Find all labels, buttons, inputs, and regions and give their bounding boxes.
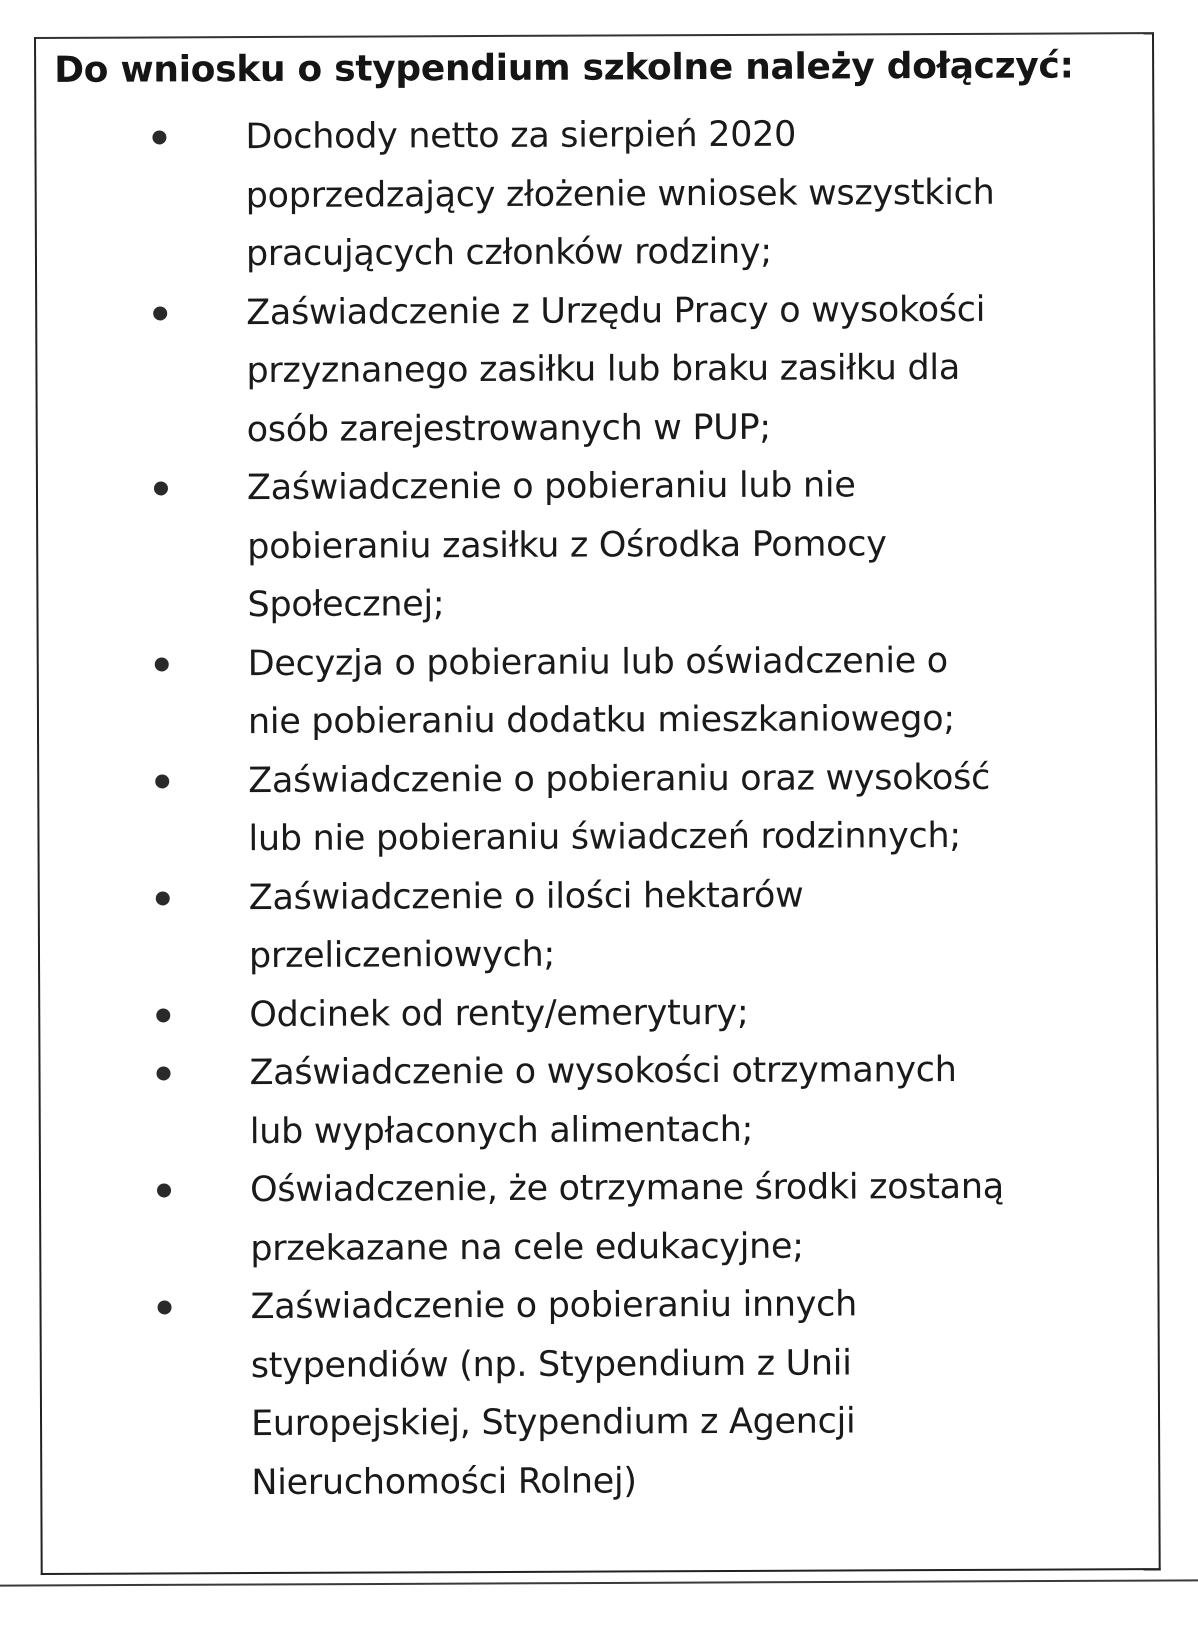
requirements-box xyxy=(34,32,1161,1575)
list-item xyxy=(40,1040,1156,1162)
list-item xyxy=(41,1274,1158,1513)
list-item-text: Odcinek od renty/emerytury; xyxy=(249,992,749,1035)
bottom-rule-divider xyxy=(0,1579,1198,1586)
list-item xyxy=(40,982,1156,1045)
bullet-icon xyxy=(156,1066,170,1080)
list-item xyxy=(36,104,1153,284)
bullet-icon xyxy=(156,1008,170,1022)
document-title: Do wniosku o stypendium szkolne należy dołączyć: xyxy=(54,45,1074,91)
bullet-icon xyxy=(155,657,169,671)
list-item xyxy=(40,865,1156,987)
list-item xyxy=(38,455,1155,635)
list-item xyxy=(39,631,1155,753)
bullet-icon xyxy=(156,891,170,905)
list-item xyxy=(41,1157,1157,1279)
list-item xyxy=(39,748,1155,870)
bullet-icon xyxy=(157,1183,171,1197)
list-item-text: Zaświadczenie o wysokości otrzymanych lub wypłaconych alimentach; xyxy=(249,1049,957,1152)
list-item-text: Zaświadczenie o pobieraniu oraz wysokość lub nie pobieraniu świadczeń rodzinnych; xyxy=(248,757,991,860)
bullet-icon xyxy=(153,306,167,320)
list-item-text: Zaświadczenie o pobieraniu lub nie pobieraniu zasiłku z Ośrodka Pomocy Społecznej; xyxy=(246,465,887,626)
bullet-icon xyxy=(155,774,169,788)
list-item xyxy=(37,280,1154,460)
list-item-text: Oświadczenie, że otrzymane środki zostaną przekazane na cele edukacyjne; xyxy=(249,1166,1004,1269)
bullet-icon xyxy=(152,130,166,144)
list-item-text: Zaświadczenie o pobieraniu innych stypendiów (np. Stypendium z Unii Europejskiej, Stypendium z Agencji Nieruchomości Rolnej) xyxy=(250,1284,858,1503)
bullet-icon xyxy=(154,481,168,495)
bullet-icon xyxy=(158,1300,172,1314)
requirements-list xyxy=(36,104,1158,1513)
list-item-text: Decyzja o pobieraniu lub oświadczenie o nie pobieraniu dodatku mieszkaniowego; xyxy=(247,640,955,743)
list-item-text: Zaświadczenie o ilości hektarów przeliczeniowych; xyxy=(248,875,804,977)
list-item-text: Zaświadczenie z Urzędu Pracy o wysokości przyznanego zasiłku lub braku zasiłku dla osób zarejestrowanych w PUP; xyxy=(246,289,986,450)
list-item-text: Dochody netto za sierpień 2020 poprzedzający złożenie wniosek wszystkich pracujących członków rodziny; xyxy=(245,114,995,275)
